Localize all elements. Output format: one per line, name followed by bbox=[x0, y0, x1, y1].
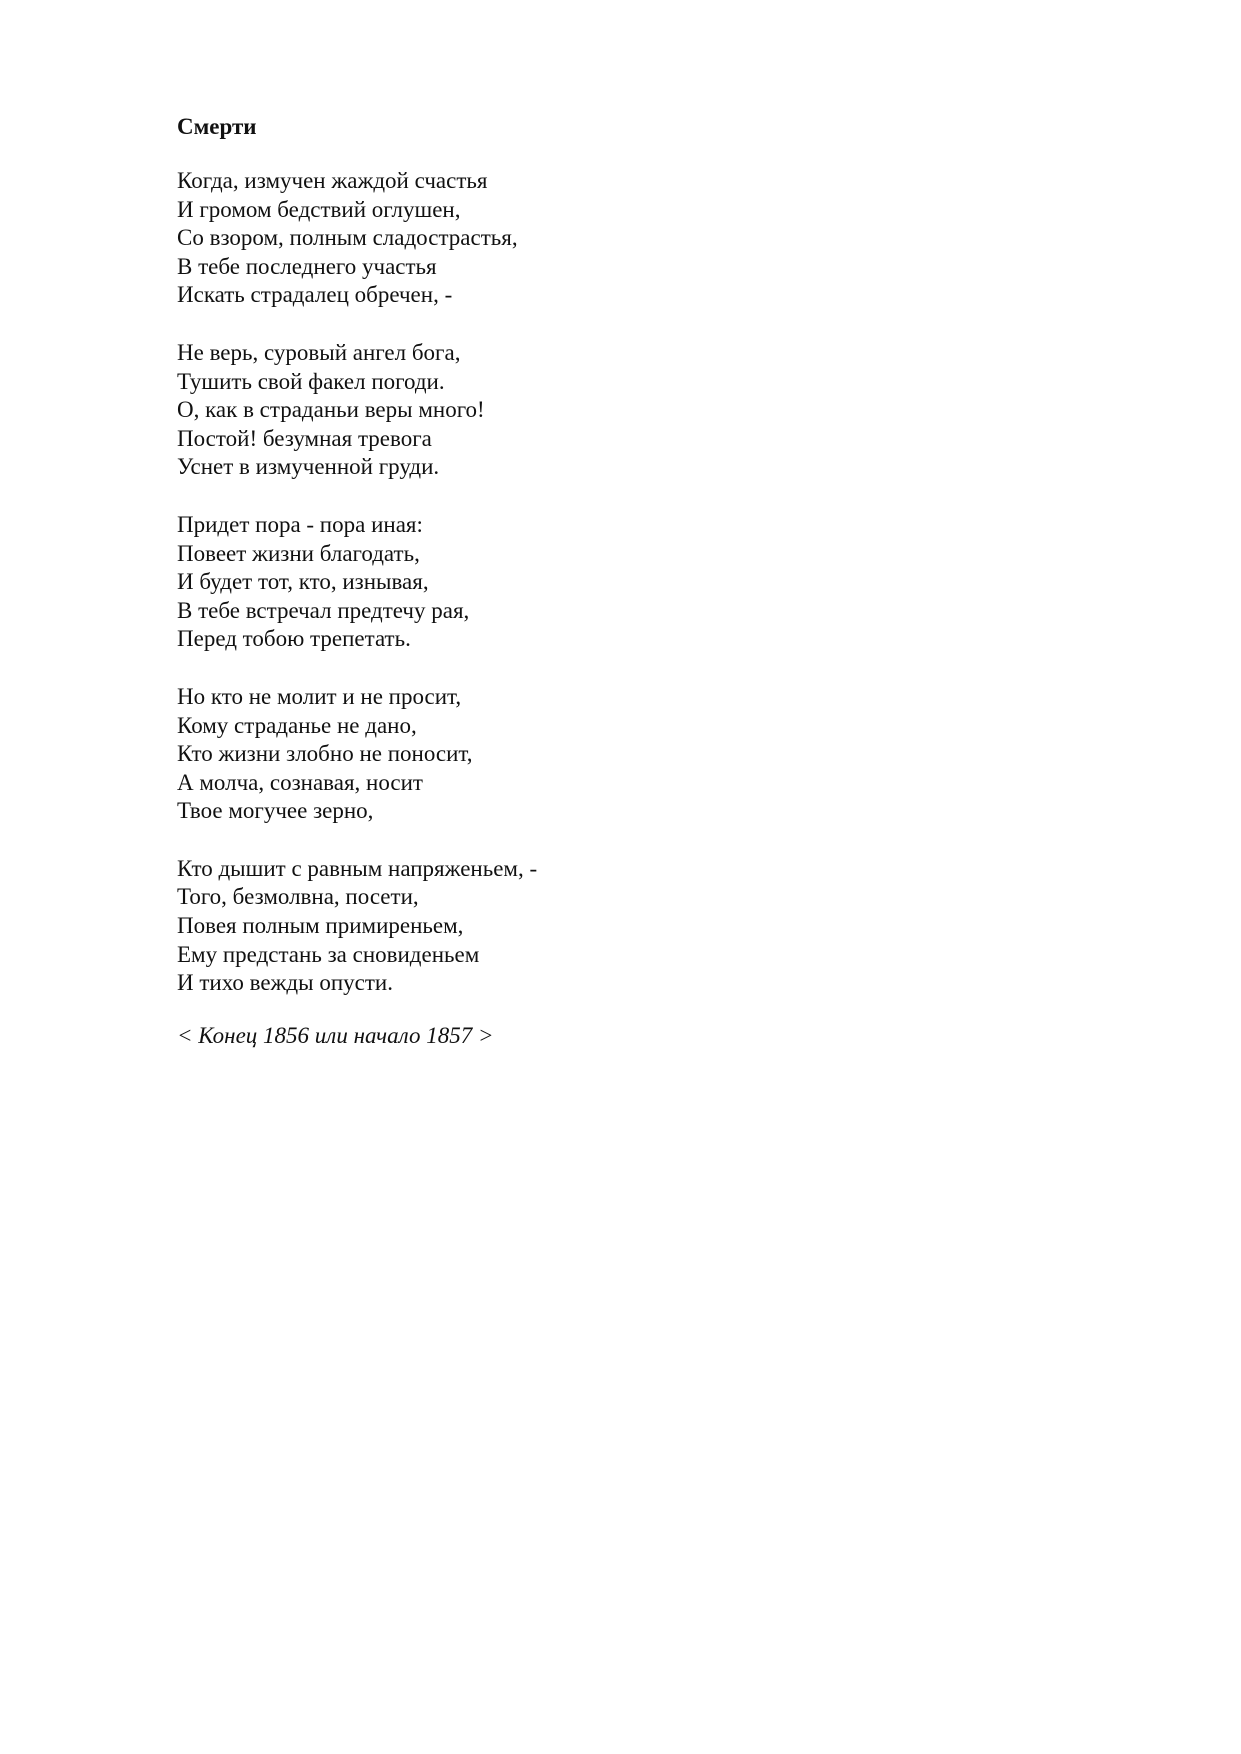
poem-line: Повеет жизни благодать, bbox=[177, 540, 420, 566]
poem-line: Кто жизни злобно не поносит, bbox=[177, 741, 473, 767]
poem-line: Твое могучее зерно, bbox=[177, 798, 374, 824]
poem-line: Со взором, полным сладострастья, bbox=[177, 225, 518, 251]
poem-date: < Конец 1856 или начало 1857 > bbox=[177, 1022, 494, 1048]
stanza-1 bbox=[177, 167, 1077, 310]
stanza-5 bbox=[177, 855, 1077, 998]
poem-line: Того, безмолвна, посети, bbox=[177, 884, 419, 910]
poem-line: Кому страданье не дано, bbox=[177, 712, 417, 738]
poem-line: Не верь, суровый ангел бога, bbox=[177, 339, 461, 365]
poem-line: Перед тобою трепетать. bbox=[177, 626, 411, 652]
poem-line: Постой! безумная тревога bbox=[177, 425, 432, 451]
poem-line: И громом бедствий оглушен, bbox=[177, 196, 461, 222]
poem-line: Когда, измучен жаждой счастья bbox=[177, 168, 488, 193]
stanza-2 bbox=[177, 339, 1077, 482]
poem-title: Смерти bbox=[177, 114, 257, 139]
poem-line: В тебе встречал предтечу рая, bbox=[177, 597, 470, 623]
stanza-3 bbox=[177, 511, 1077, 654]
poem-line: Уснет в измученной груди. bbox=[177, 454, 440, 480]
poem-line: Кто дышит с равным напряженьем, - bbox=[177, 855, 538, 881]
poem-line: Искать страдалец обречен, - bbox=[177, 282, 453, 308]
poem-line: Придет пора - пора иная: bbox=[177, 511, 423, 537]
poem-line: В тебе последнего участья bbox=[177, 253, 437, 279]
poem-line: А молча, сознавая, носит bbox=[177, 769, 423, 795]
poem-line: И тихо вежды опусти. bbox=[177, 970, 393, 996]
poem-line: О, как в страданьи веры много! bbox=[177, 397, 485, 423]
poem-line: Ему предстань за сновиденьем bbox=[177, 941, 480, 967]
poem-line: Но кто не молит и не просит, bbox=[177, 683, 462, 709]
poem-line: Повея полным примиреньем, bbox=[177, 913, 464, 939]
poem-line: Тушить свой факел погоди. bbox=[177, 368, 445, 394]
stanza-4 bbox=[177, 683, 1077, 826]
poem-line: И будет тот, кто, изнывая, bbox=[177, 569, 429, 595]
document-page bbox=[177, 112, 1077, 1050]
